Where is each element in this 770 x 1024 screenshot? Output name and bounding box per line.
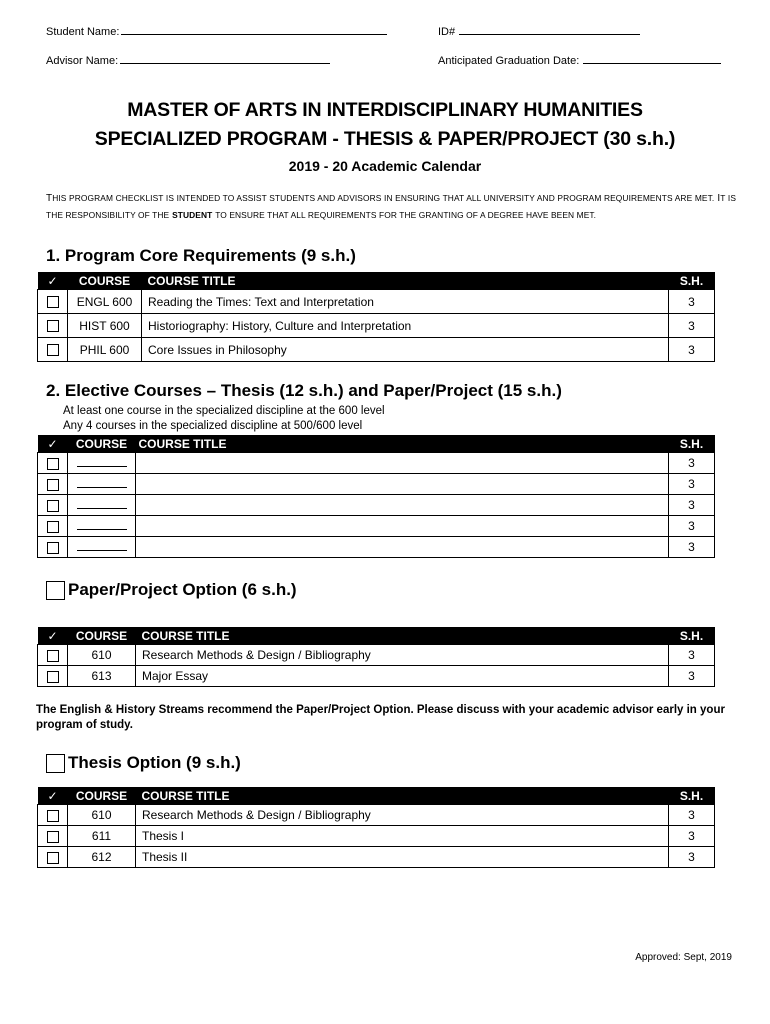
intro-paragraph: THIS PROGRAM CHECKLIST IS INTENDED TO ASSIST STUDENTS AND ADVISORS IN ENSURING THAT ALL UNIVERSITY AND PROGRAM REQUIREMENTS ARE MET. IT IS THE RESPONSIBILITY OF THE STUDENT TO ENSURE THAT ALL REQUIREMENTS FOR THE GRANTING OF A DEGREE HAVE BEEN MET. (46, 193, 736, 220)
thesis-option-table (37, 787, 715, 868)
course-code: 610 (68, 805, 136, 826)
id-label: ID# (438, 26, 456, 38)
table-row (38, 826, 715, 847)
course-title-blank[interactable] (136, 516, 669, 537)
course-blank[interactable] (77, 519, 127, 530)
credit-hours: 3 (669, 805, 715, 826)
course-column-header: COURSE (68, 787, 136, 805)
table-header (38, 272, 715, 290)
checkbox[interactable] (47, 479, 59, 491)
page-title: MASTER OF ARTS IN INTERDISCIPLINARY HUMANITIES (127, 99, 643, 121)
thesis-option-heading (46, 753, 241, 773)
course-code: 613 (68, 666, 136, 687)
advisor-name-blank[interactable] (120, 53, 330, 64)
course-title-blank[interactable] (136, 495, 669, 516)
academic-calendar: 2019 - 20 Academic Calendar (288, 158, 482, 174)
credit-hours: 3 (669, 495, 715, 516)
credit-hours: 3 (669, 666, 715, 687)
table-row (38, 338, 715, 362)
student-name-field[interactable] (46, 24, 387, 38)
course-title: Thesis II (136, 847, 669, 868)
course-title-blank[interactable] (136, 474, 669, 495)
sh-column-header: S.H. (669, 787, 715, 805)
table-row (38, 453, 715, 474)
paper-option-table (37, 627, 715, 687)
checkbox[interactable] (47, 542, 59, 554)
course-code: 610 (68, 645, 136, 666)
advisor-name-field[interactable] (46, 53, 330, 67)
credit-hours: 3 (669, 290, 715, 314)
sh-column-header: S.H. (669, 272, 715, 290)
sh-column-header: S.H. (669, 435, 715, 453)
checkbox[interactable] (47, 500, 59, 512)
credit-hours: 3 (669, 474, 715, 495)
checkbox[interactable] (47, 320, 59, 332)
paper-option-heading (46, 580, 297, 600)
course-code: ENGL 600 (68, 290, 142, 314)
id-blank[interactable] (459, 24, 640, 35)
table-row (38, 537, 715, 558)
section2-heading: 2. Elective Courses – Thesis (12 s.h.) and Paper/Project (15 s.h.) (46, 381, 562, 400)
credit-hours: 3 (669, 453, 715, 474)
thesis-option-checkbox[interactable] (46, 754, 65, 773)
credit-hours: 3 (669, 314, 715, 338)
table-row (38, 805, 715, 826)
course-title: Research Methods & Design / Bibliography (136, 805, 669, 826)
check-column-header: ✓ (38, 627, 68, 645)
check-column-header: ✓ (38, 435, 68, 453)
checkbox[interactable] (47, 344, 59, 356)
course-title: Historiography: History, Culture and Interpretation (142, 314, 669, 338)
course-title-column-header: COURSE TITLE (136, 627, 669, 645)
section1-heading: 1. Program Core Requirements (9 s.h.) (46, 246, 356, 265)
course-code: PHIL 600 (68, 338, 142, 362)
course-column-header: COURSE (68, 272, 142, 290)
table-header (38, 627, 715, 645)
course-code: HIST 600 (68, 314, 142, 338)
course-code: 611 (68, 826, 136, 847)
course-title: Thesis I (136, 826, 669, 847)
table-row (38, 645, 715, 666)
course-title-column-header: COURSE TITLE (142, 272, 669, 290)
course-title: Reading the Times: Text and Interpretation (142, 290, 669, 314)
checkbox[interactable] (47, 671, 59, 683)
checkbox[interactable] (47, 810, 59, 822)
credit-hours: 3 (669, 847, 715, 868)
credit-hours: 3 (669, 826, 715, 847)
course-column-header: COURSE (68, 627, 136, 645)
checkbox[interactable] (47, 852, 59, 864)
table-row (38, 474, 715, 495)
student-name-blank[interactable] (121, 24, 387, 35)
paper-option-recommendation: The English & History Streams recommend the Paper/Project Option. Please discuss with your academic advisor early in your program of study. (36, 704, 725, 731)
check-column-header: ✓ (38, 272, 68, 290)
sh-column-header: S.H. (669, 627, 715, 645)
graduation-date-label: Anticipated Graduation Date: (438, 55, 580, 67)
graduation-date-field[interactable] (438, 53, 721, 67)
student-name-label: Student Name: (46, 26, 120, 38)
table-header (38, 435, 715, 453)
table-row (38, 516, 715, 537)
course-title: Core Issues in Philosophy (142, 338, 669, 362)
approved-date: Approved: Sept, 2019 (635, 952, 732, 963)
course-title: Major Essay (136, 666, 669, 687)
credit-hours: 3 (669, 537, 715, 558)
table-row (38, 847, 715, 868)
thesis-option-title: Thesis Option (9 s.h.) (68, 753, 241, 772)
elective-courses-table (37, 435, 715, 558)
id-field[interactable] (438, 24, 640, 38)
course-blank[interactable] (77, 540, 127, 551)
core-requirements-table (37, 272, 715, 362)
elective-note-2: Any 4 courses in the specialized discipline at 500/600 level (63, 420, 363, 432)
course-column-header: COURSE (68, 435, 136, 453)
elective-note-1: At least one course in the specialized discipline at the 600 level (63, 405, 385, 417)
course-title-blank[interactable] (136, 453, 669, 474)
course-title-column-header: COURSE TITLE (136, 787, 669, 805)
course-blank[interactable] (77, 456, 127, 467)
graduation-date-blank[interactable] (583, 53, 721, 64)
table-header (38, 787, 715, 805)
table-row (38, 666, 715, 687)
checkbox[interactable] (47, 458, 59, 470)
course-title: Research Methods & Design / Bibliography (136, 645, 669, 666)
checkbox[interactable] (47, 831, 59, 843)
checkbox[interactable] (47, 650, 59, 662)
paper-option-checkbox[interactable] (46, 581, 65, 600)
course-blank[interactable] (77, 477, 127, 488)
credit-hours: 3 (669, 645, 715, 666)
advisor-name-label: Advisor Name: (46, 55, 119, 67)
course-title-blank[interactable] (136, 537, 669, 558)
credit-hours: 3 (669, 516, 715, 537)
checkbox[interactable] (47, 296, 59, 308)
table-row (38, 495, 715, 516)
credit-hours: 3 (669, 338, 715, 362)
course-code: 612 (68, 847, 136, 868)
table-row (38, 290, 715, 314)
page-subtitle: SPECIALIZED PROGRAM - THESIS & PAPER/PROJECT (30 s.h.) (94, 128, 676, 150)
paper-option-title: Paper/Project Option (6 s.h.) (68, 580, 297, 599)
checkbox[interactable] (47, 521, 59, 533)
table-row (38, 314, 715, 338)
course-blank[interactable] (77, 498, 127, 509)
check-column-header: ✓ (38, 787, 68, 805)
course-title-column-header: COURSE TITLE (136, 435, 669, 453)
